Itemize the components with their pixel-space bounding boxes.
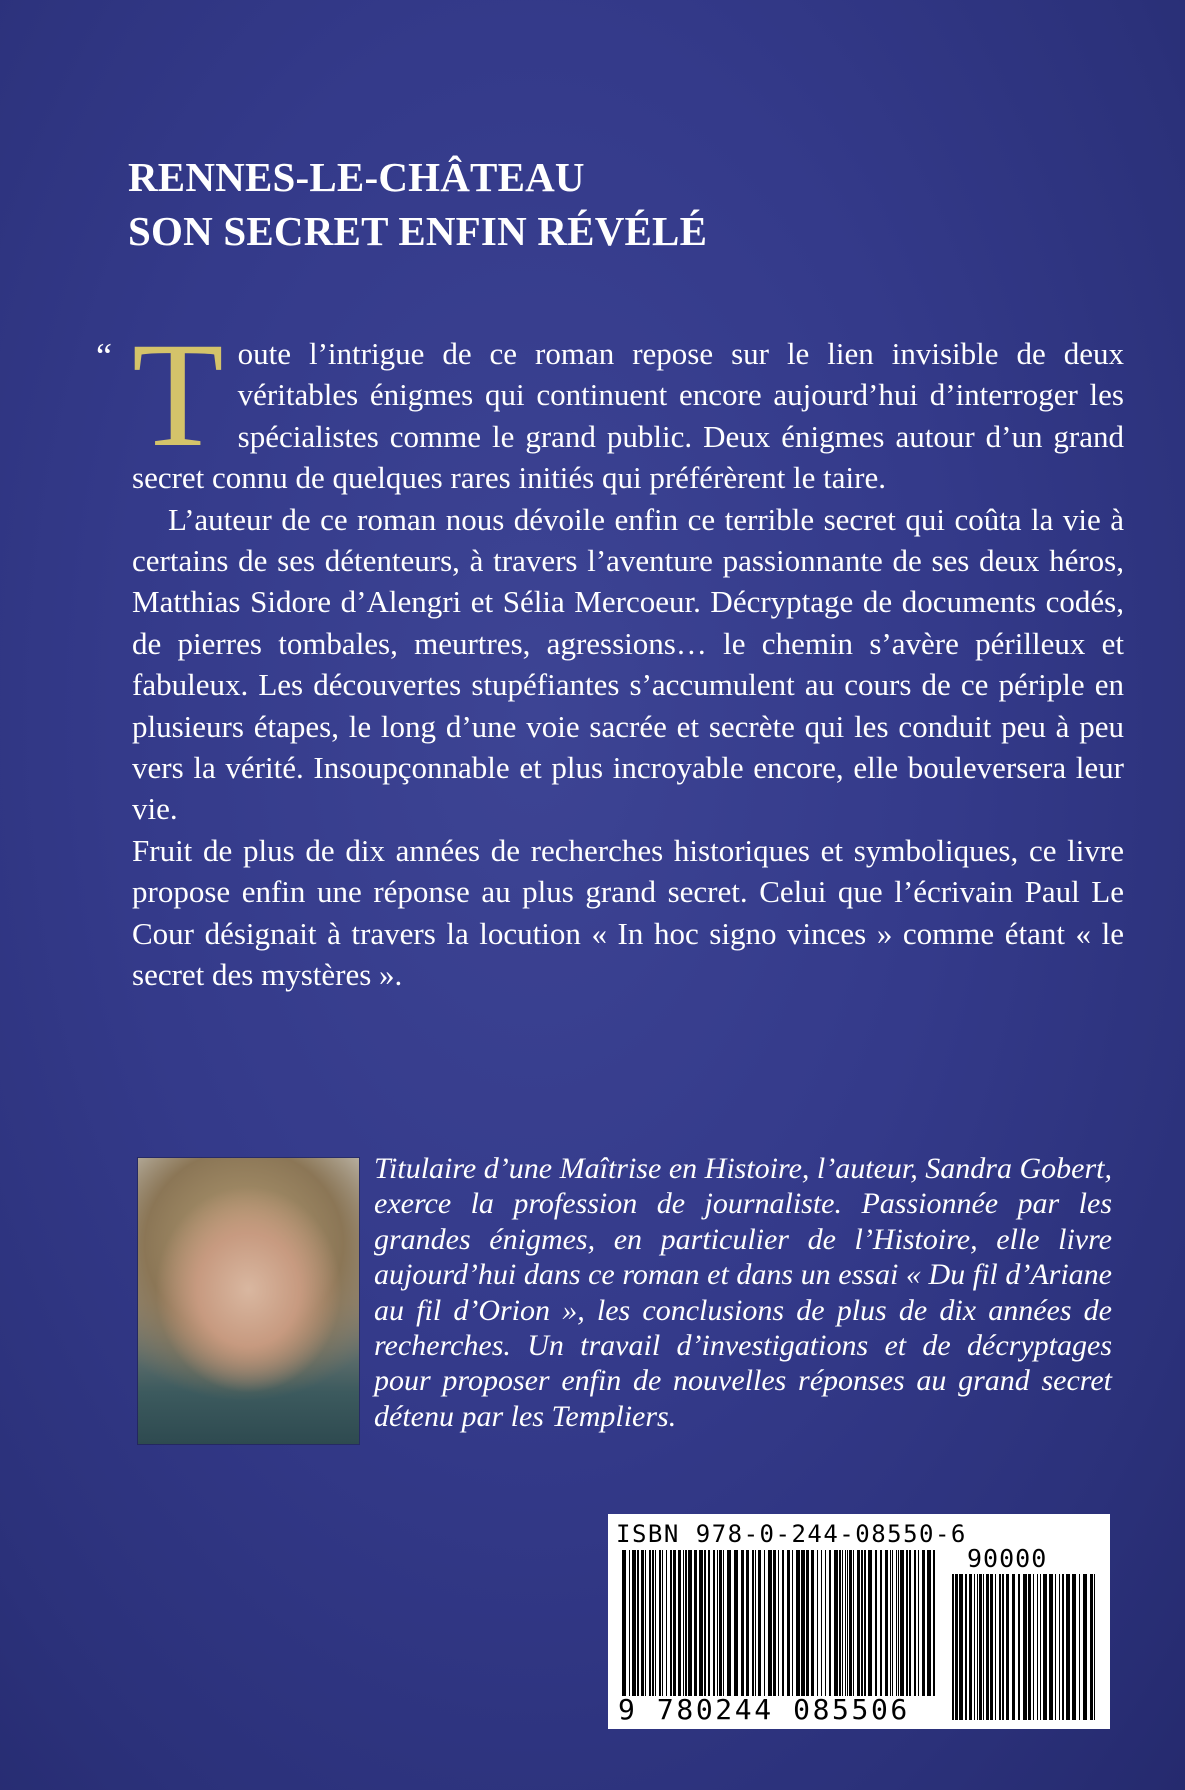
barcode-bar	[741, 1550, 744, 1696]
barcode-bar	[890, 1550, 891, 1696]
barcode-bar	[875, 1550, 877, 1696]
barcode-bar	[652, 1550, 654, 1696]
barcode-bar	[995, 1574, 996, 1720]
barcode-bar	[1049, 1574, 1053, 1720]
drop-cap-letter: T	[132, 312, 224, 478]
barcode-bar	[1006, 1574, 1009, 1720]
isbn-barcode	[608, 1514, 1110, 1729]
barcode-bar	[880, 1550, 882, 1696]
barcode-bar	[1033, 1574, 1034, 1720]
barcode-bar	[727, 1550, 731, 1696]
barcode-bar	[1040, 1574, 1041, 1720]
title-line-1: RENNES-LE-CHÂTEAU	[128, 154, 585, 200]
barcode-bar	[1037, 1574, 1038, 1720]
barcode-bar	[933, 1550, 935, 1696]
barcode-bar	[974, 1574, 975, 1720]
barcode-bar	[673, 1550, 676, 1696]
barcode-bar	[983, 1574, 984, 1720]
title-line-2: SON SECRET ENFIN RÉVÉLÉ	[128, 208, 708, 254]
barcode-bar	[955, 1574, 958, 1720]
barcode-bar	[637, 1550, 639, 1696]
barcode-bar	[857, 1550, 860, 1696]
barcode-bar	[965, 1574, 967, 1720]
addon-barcode-bars	[952, 1574, 1097, 1720]
barcode-bar	[1002, 1574, 1004, 1720]
barcode-bar	[990, 1574, 993, 1720]
barcode-bar	[801, 1550, 805, 1696]
barcode-bar	[842, 1550, 843, 1696]
barcode-bar	[821, 1550, 822, 1696]
barcode-bar	[861, 1550, 863, 1696]
barcode-bar	[986, 1574, 989, 1720]
barcode-bar	[1079, 1574, 1080, 1720]
barcode-bar	[655, 1550, 656, 1696]
barcode-bar	[708, 1550, 710, 1696]
book-summary	[132, 312, 1124, 996]
barcode-bar	[719, 1550, 722, 1696]
barcode-bar	[1090, 1574, 1093, 1720]
book-title	[128, 150, 707, 258]
barcode-bar	[1028, 1574, 1031, 1720]
barcode-bar	[1055, 1574, 1056, 1720]
barcode-bar	[629, 1550, 630, 1696]
barcode-bar	[1018, 1574, 1020, 1720]
barcode-bar	[632, 1550, 636, 1696]
barcode-bar	[717, 1550, 718, 1696]
barcode-bar	[853, 1550, 854, 1696]
summary-paragraph-1-text: oute l’intrigue de ce roman repose sur le lien invisible de deux véritables énigmes qui continuent encore aujourd’hui d’interroger les spécialistes comme le grand public. Deux énigmes autour d’un grand secret connu de quelques rares initiés qui préférèrent le taire.	[132, 336, 1124, 496]
ean13-barcode-bars	[622, 1550, 940, 1696]
barcode-bar	[764, 1550, 765, 1696]
barcode-bar	[952, 1574, 954, 1720]
author-bio: Titulaire d’une Maîtrise en Histoire, l’auteur, Sandra Gobert, exerce la profession de journaliste. Passionnée par les grandes énigmes, en particulier de l’Histoire, elle livre aujourd’hui dans ce roman et dans un essai « Du fil d’Ariane au fil d’Orion », les conclusions de plus de dix années de recherches. Un travail d’investigations et de décryptages pour proposer enfin de nouvelles réponses au grand secret détenu par les Templiers.	[374, 1152, 1112, 1433]
barcode-bar	[825, 1550, 826, 1696]
summary-paragraph-1	[132, 312, 1124, 499]
barcode-bar	[666, 1550, 667, 1696]
barcode-bar	[900, 1550, 904, 1696]
barcode-bar	[868, 1550, 872, 1696]
barcode-bar	[622, 1550, 626, 1696]
barcode-bar	[670, 1550, 672, 1696]
barcode-digits: 9 780244 085506	[618, 1693, 910, 1726]
author-photo	[138, 1158, 359, 1444]
barcode-bar	[1059, 1574, 1060, 1720]
barcode-bar	[959, 1574, 963, 1720]
barcode-bar	[834, 1550, 838, 1696]
barcode-bar	[796, 1550, 800, 1696]
barcode-bar	[699, 1550, 703, 1696]
barcode-bar	[1023, 1574, 1027, 1720]
barcode-bar	[755, 1550, 756, 1696]
barcode-bar	[977, 1574, 978, 1720]
barcode-bar	[641, 1550, 644, 1696]
barcode-bar	[885, 1550, 888, 1696]
barcode-bar	[704, 1550, 706, 1696]
barcode-bar	[1043, 1574, 1047, 1720]
barcode-bar	[659, 1550, 661, 1696]
barcode-bar	[914, 1550, 916, 1696]
barcode-bar	[1072, 1574, 1076, 1720]
opening-quote-mark: “	[96, 336, 112, 376]
barcode-bar	[752, 1550, 754, 1696]
barcode-bar	[713, 1550, 715, 1696]
barcode-bar	[782, 1550, 784, 1696]
barcode-bar	[694, 1550, 697, 1696]
barcode-bar	[847, 1550, 848, 1696]
barcode-bar	[792, 1550, 793, 1696]
barcode-bar	[864, 1550, 866, 1696]
barcode-bar	[898, 1550, 899, 1696]
barcode-bar	[758, 1550, 761, 1696]
barcode-bar	[768, 1550, 772, 1696]
barcode-bar	[778, 1550, 779, 1696]
barcode-bar	[918, 1550, 919, 1696]
barcode-bar	[896, 1550, 897, 1696]
price-addon-code: 90000	[967, 1544, 1048, 1573]
barcode-bar	[678, 1550, 681, 1696]
barcode-bar	[927, 1550, 931, 1696]
barcode-bar	[685, 1550, 687, 1696]
barcode-bar	[999, 1574, 1001, 1720]
summary-paragraph-2: L’auteur de ce roman nous dévoile enfin ce terrible secret qui coûta la vie à certains de ses détenteurs, à travers l’aventure passionnante de ses deux héros, Matthias Sidore d’Alengri et Sélia Mercoeur. Décryptage de documents codés, de pierres tombales, meurtres, agressions… le chemin s’avère périlleux et fabuleux. Les découvertes stupéfiantes s’accumulent au cours de ce périple en plusieurs étapes, le long d’une voie sacrée et secrète qui les conduit peu à peu vers la vérité. Insoupçonnable et plus incroyable encore, elle bouleversera leur vie.	[132, 501, 1124, 827]
barcode-bar	[649, 1550, 651, 1696]
barcode-bar	[787, 1550, 790, 1696]
barcode-bar	[829, 1550, 831, 1696]
barcode-bar	[1083, 1574, 1087, 1720]
barcode-bar	[723, 1550, 724, 1696]
barcode-bar	[683, 1550, 684, 1696]
barcode-bar	[892, 1550, 893, 1696]
barcode-bar	[906, 1550, 908, 1696]
barcode-bar	[688, 1550, 692, 1696]
barcode-bar	[969, 1574, 972, 1720]
barcode-bar	[773, 1550, 776, 1696]
barcode-bar	[817, 1550, 818, 1696]
barcode-bar	[1062, 1574, 1064, 1720]
barcode-bar	[839, 1550, 841, 1696]
barcode-bar	[734, 1550, 738, 1696]
barcode-bar	[1066, 1574, 1070, 1720]
barcode-bar	[662, 1550, 663, 1696]
barcode-bar	[845, 1550, 846, 1696]
barcode-bar	[806, 1550, 809, 1696]
barcode-bar	[1012, 1574, 1015, 1720]
barcode-bar	[849, 1550, 852, 1696]
barcode-bar	[909, 1550, 911, 1696]
barcode-bar	[979, 1574, 982, 1720]
barcode-bar	[922, 1550, 925, 1696]
barcode-bar	[746, 1550, 749, 1696]
barcode-bar	[645, 1550, 646, 1696]
summary-paragraph-3: Fruit de plus de dix années de recherches historiques et symboliques, ce livre propose enfin une réponse au plus grand secret. Celui que l’écrivain Paul Le Cour désignait à travers la locution « In hoc signo vinces » comme étant « le secret des mystères ».	[132, 832, 1124, 993]
isbn-label: ISBN 978-0-244-08550-6	[616, 1520, 967, 1548]
barcode-bar	[1094, 1574, 1095, 1720]
barcode-bar	[811, 1550, 814, 1696]
